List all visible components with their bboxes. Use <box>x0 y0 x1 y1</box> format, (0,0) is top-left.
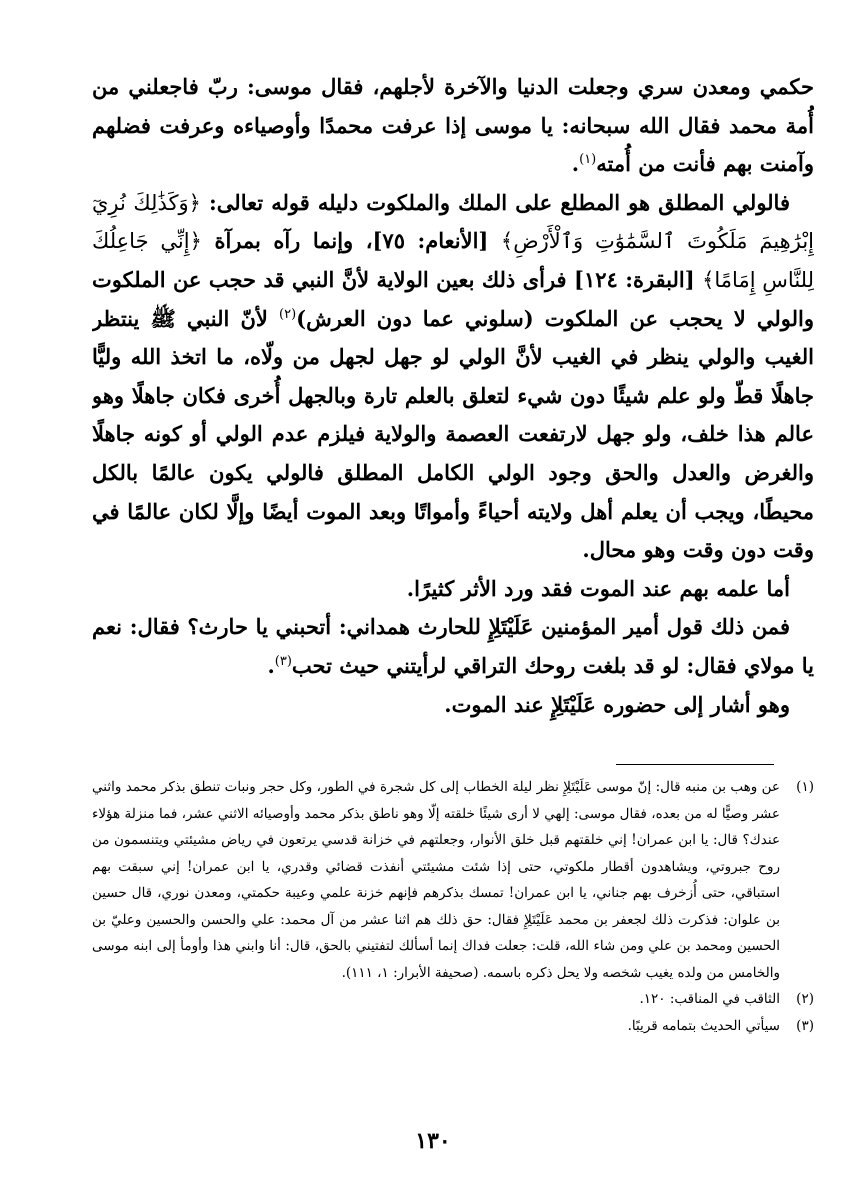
quran-verse: ﴿وَكَذَٰلِكَ نُرِيٓ إِبْرَٰهِيمَ مَلَكُوتَ ٱلسَّمَٰوَٰتِ وَٱلْأَرْضِ﴾ <box>92 190 814 254</box>
footnote-number: (٢) <box>796 991 814 1007</box>
footnote-text: عن وهب بن منبه قال: إنّ موسى عَلَيْتَلِإِ نظر ليلة الخطاب إلى كل شجرة في الطور، وكل حجر ونبات تنطق بذكر محمد واثني عشر وصيًّا له من بعده، فقال موسى: إلهي لا أرى شيئًا خلقته إلّا وهو ناطق بذكر محمد وأوصيائه الاثني عشر، فما منزلة هؤلاء عندك؟ قال: يا ابن عمران! إني خلقتهم قبل خلق الأنوار، وجعلتهم في خزانة قدسي يرتعون في رياض مشيئتي ويتنسمون من روح جبروتي، ويشاهدون أقطار ملكوتي، حتى إذا شئت مشيئتي أنفذت قضائي وقدري، يا ابن عمران! إني سبقت بهم استباقي، حتى أُزخرف بهم جناني، يا ابن عمران! تمسك بذكرهم فإنهم خزنة علمي وعيبة حكمتي، ومعدن نوري، قال حسين بن علوان: فذكرت ذلك لجعفر بن محمد عَلَيْتَلِإِ فقال: حق ذلك هم اثنا عشر من آل محمد: علي والحسن والحسين وعليّ بن الحسين ومحمد بن علي ومن شاء الله، قلت: جعلت فداك إنما أسألك لتفتيني بالحق، قال: أنا وابني هذا وأومأ إلى ابنه موسى والخامس من ولده يغيب شخصه ولا يحل ذكره باسمه. (صحيفة الأبرار: ١، ١١١). <box>92 779 780 981</box>
footnote <box>92 1013 814 1040</box>
footnote-text: الثاقب في المناقب: ١٢٠. <box>639 991 780 1007</box>
paragraph-text: فمن ذلك قول أمير المؤمنين عَلَيْتَلِإِ للحارث همداني: أتحبني يا حارث؟ فقال: نعم يا مولاي فقال: لو قد بلغت روحك التراقي لرأيتني حيث تحب <box>92 614 814 678</box>
paragraph <box>92 608 814 685</box>
citation: [البقرة: ١٢٤] فرأى ذلك بعين الولاية لأنَّ النبي قد حجب عن الملكوت والولي لا يحجب عن الملكوت (سلوني عما دون العرش) <box>92 266 814 331</box>
footnote-ref[interactable]: (٢) <box>279 306 297 322</box>
paragraph-text: وهو أشار إلى حضوره عَلَيْتَلِإِ عند الموت. <box>444 691 790 717</box>
footnote-ref[interactable]: (٣) <box>274 653 292 669</box>
paragraph-text: فالولي المطلق هو المطلع على الملك والملكوت دليله قوله تعالى: <box>209 189 790 215</box>
footnotes <box>92 774 814 1039</box>
period: . <box>571 151 580 177</box>
footnote-ref[interactable]: (١) <box>579 152 597 168</box>
paragraph-text: لأنّ النبي ﷺ ينتظر الغيب والولي ينظر في الغيب لأنَّ الولي لو جهل لجهل من ولّاه، ما اتخذ الله وليًّا جاهلًا قطّ ولو علم شيئًا دون شيء لتعلق بالعلم تارة وبالجهل أُخرى فكان جاهلًا وهو عالم هذا خلف، ولو جهل لارتفعت العصمة والولاية فيلزم عدم الولي أو كونه جاهلًا والغرض والعدل والحق وجود الولي الكامل المطلق فالولي يكون عالمًا بالكل محيطًا، ويجب أن يعلم أهل ولايته أحياءً وأمواتًا وبعد الموت أيضًا وإلَّا لكان عالمًا في وقت دون وقت وهو محال. <box>92 305 814 563</box>
quran-verse: ﴿إِنِّي جَاعِلُكَ لِلنَّاسِ إِمَامًا﴾ <box>92 229 814 292</box>
footnote-text: سيأتي الحديث بتمامه قريبًا. <box>627 1017 780 1034</box>
paragraph <box>92 686 814 725</box>
main-text <box>92 68 814 728</box>
paragraph-text: حكمي ومعدن سري وجعلت الدنيا والآخرة لأجلهم، فقال موسى: ربّ فاجعلني من أُمة محمد فقال الله سبحانه: يا موسى إذا عرفت محمدًا وأوصياءه وعرفت فضلهم وآمنت بهم فأنت من أُمته <box>92 74 814 177</box>
footnote-number: (١) <box>796 779 814 795</box>
page-content <box>92 68 814 728</box>
paragraph <box>92 570 814 609</box>
footnote-divider <box>616 764 774 765</box>
paragraph <box>92 68 814 184</box>
citation: [الأنعام: ٧٥]، وإنما رآه بمرآة <box>214 228 489 254</box>
footnote <box>92 986 814 1013</box>
footnote <box>92 774 814 986</box>
page-number: ١٣٠ <box>415 1128 451 1154</box>
footnote-number: (٣) <box>796 1017 814 1034</box>
paragraph-text: أما علمه بهم عند الموت فقد ورد الأثر كثيرًا. <box>406 575 790 601</box>
paragraph <box>92 184 814 570</box>
period: . <box>267 652 275 678</box>
